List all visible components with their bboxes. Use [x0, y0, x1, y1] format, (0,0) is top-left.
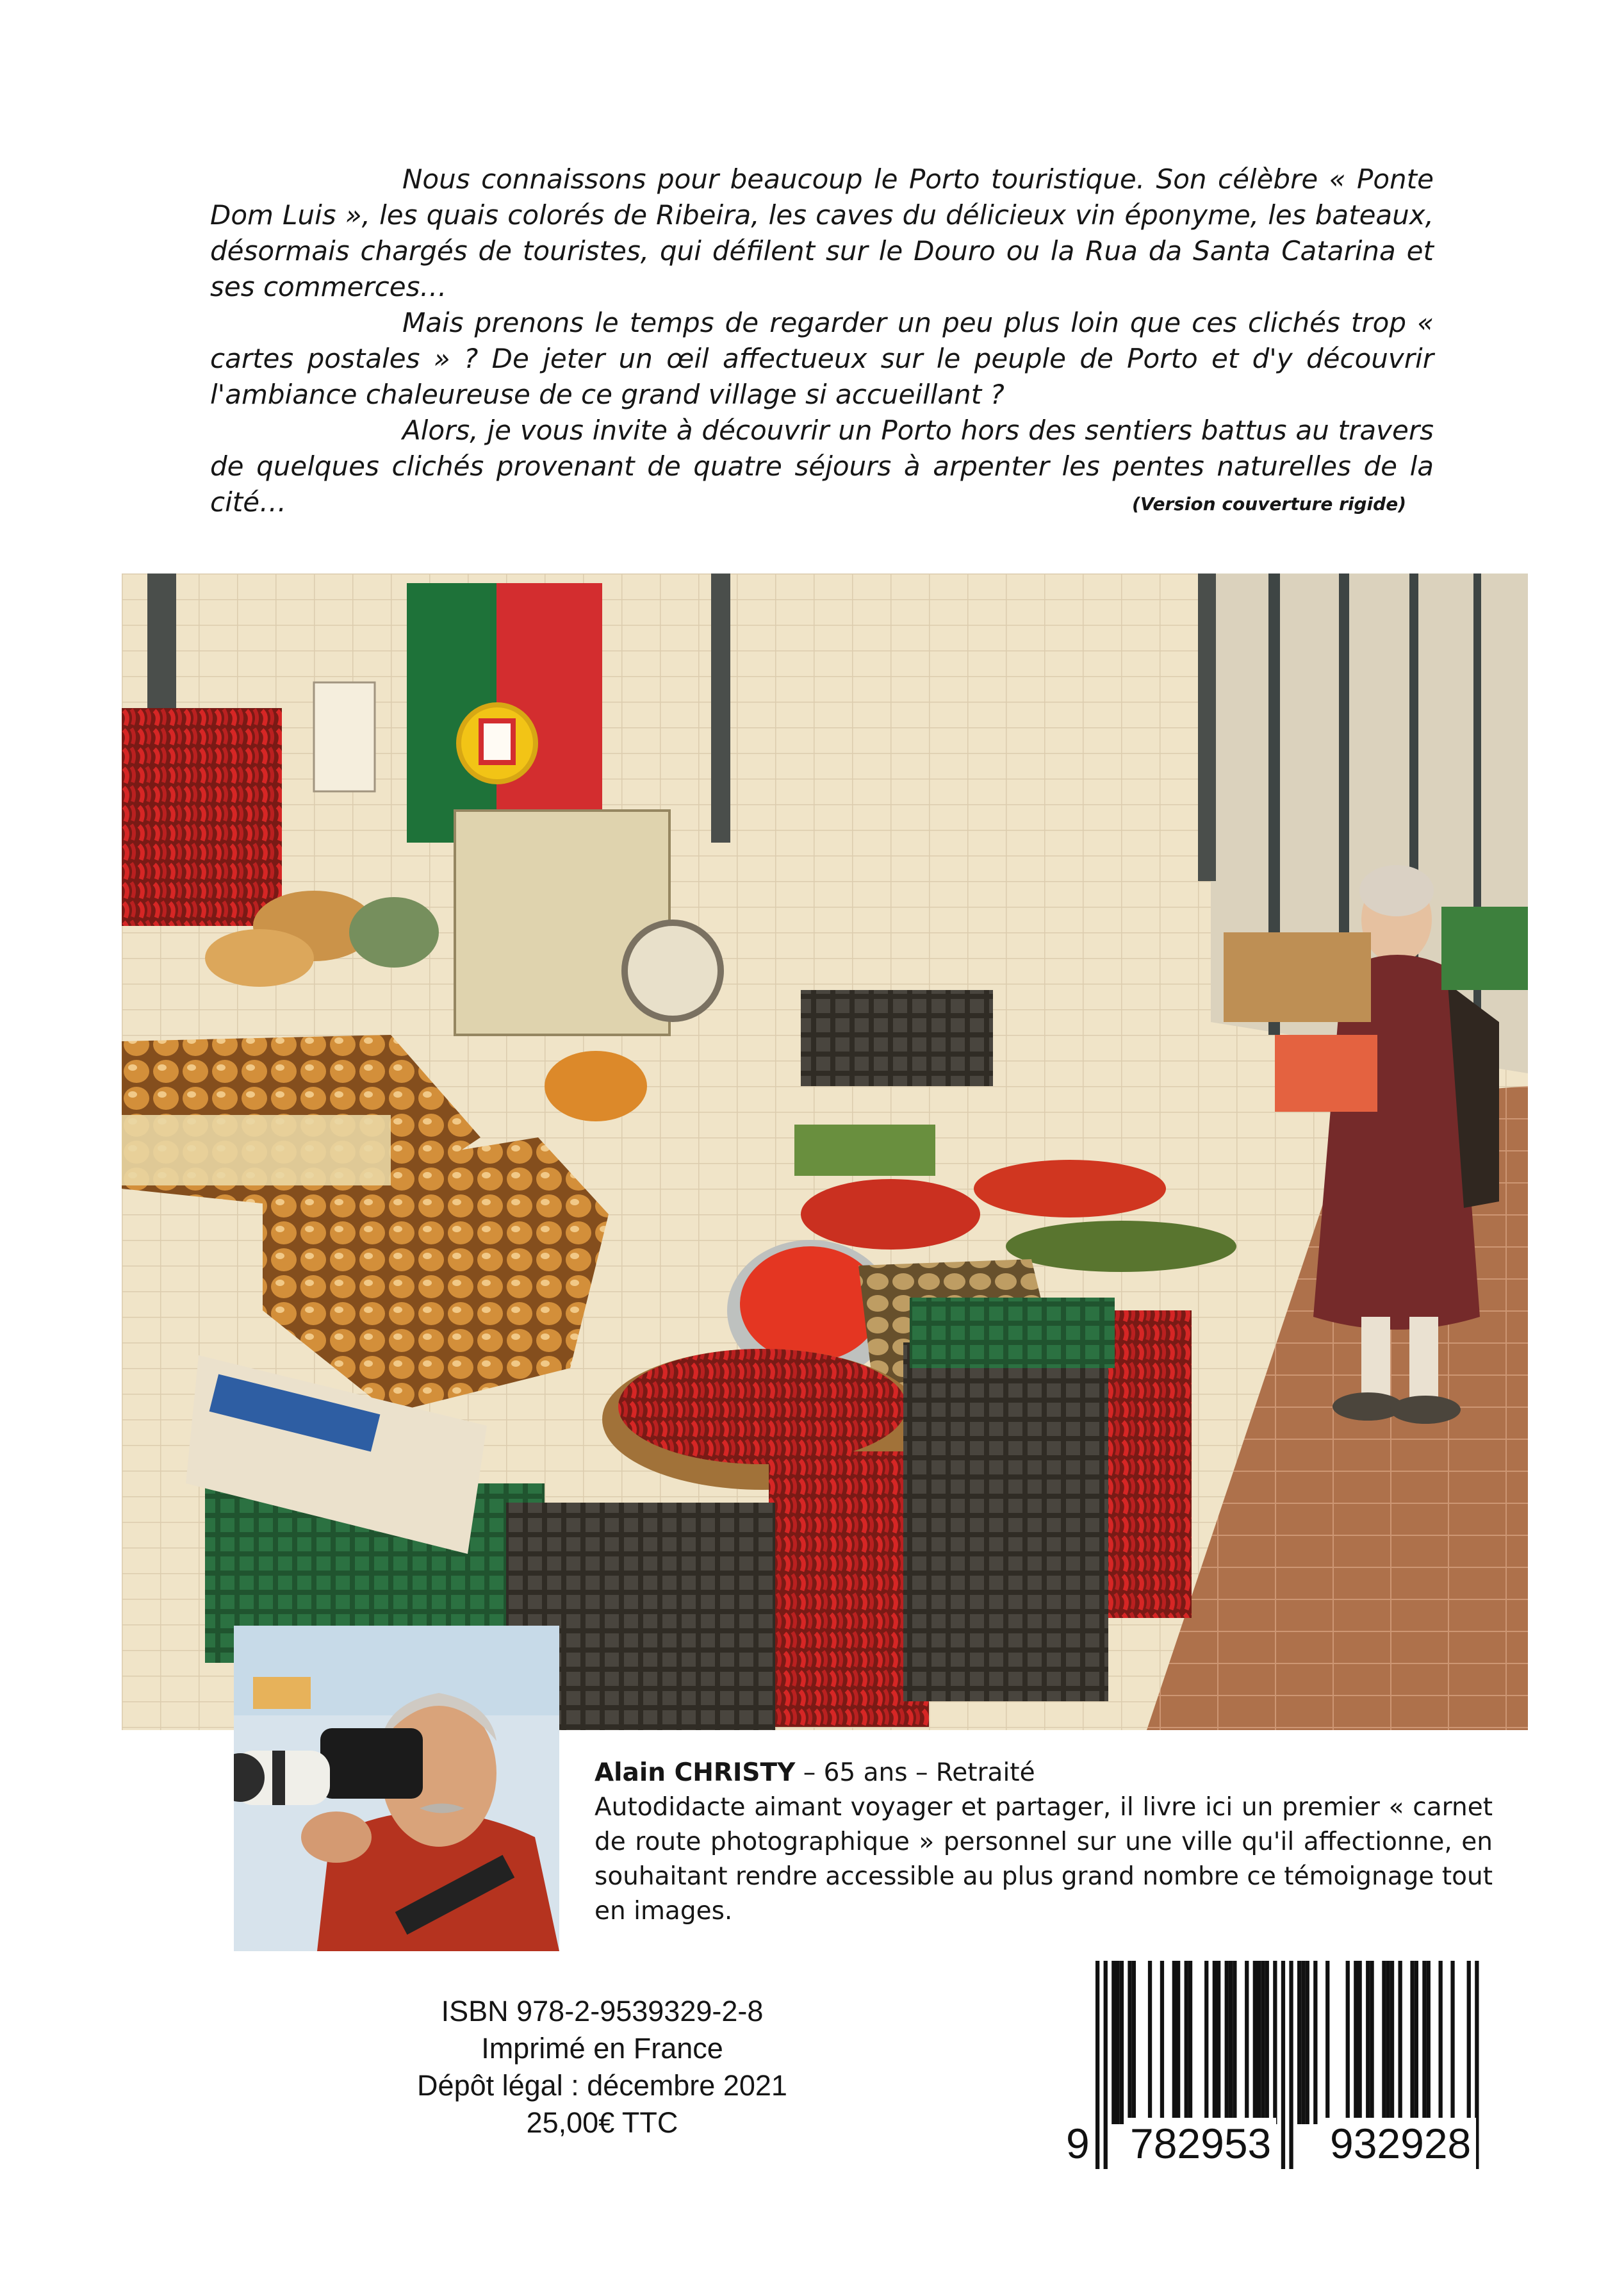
barcode-bar — [1358, 1961, 1362, 2124]
barcode-bar — [1427, 1961, 1431, 2124]
back-cover-blurb — [210, 161, 1434, 520]
barcode-bar — [1450, 1961, 1454, 2124]
barcode-bar — [1233, 1961, 1236, 2124]
barcode-bar — [1257, 1961, 1261, 2124]
barcode-bar — [1188, 1961, 1192, 2124]
blurb-paragraph-3: Alors, je vous invite à découvrir un Porto hors des sentiers battus au travers de quelques clichés provenant de quatre séjours à arpenter les pentes naturelles de la cité… — [210, 415, 1434, 518]
barcode-bar — [1111, 1961, 1115, 2124]
market-stall-photo — [122, 574, 1528, 1730]
barcode-bar — [1382, 1961, 1386, 2124]
barcode-bar — [1225, 1961, 1229, 2124]
author-heading — [595, 1756, 1493, 1790]
author-bio-text: Autodidacte aimant voyager et partager, il livre ici un premier « carnet de route photographique » personnel sur une ville qu'il affectionne, en souhaitant rendre accessible au plus grand nombre ce témoignage tout en images. — [595, 1793, 1493, 1926]
barcode-bar — [1301, 1961, 1305, 2124]
barcode-bar — [1116, 1961, 1120, 2124]
barcode-bar — [1160, 1961, 1164, 2124]
barcode-bar — [1422, 1961, 1426, 2124]
barcode-bar — [1213, 1961, 1217, 2124]
author-bio — [595, 1756, 1493, 1929]
barcode-right-group: 932928 — [1325, 2118, 1476, 2169]
barcode-bar — [1245, 1961, 1249, 2124]
price: 25,00€ TTC — [526, 2106, 678, 2139]
barcode-bar — [1229, 1961, 1233, 2124]
author-details: – 65 ans – Retraité — [795, 1758, 1035, 1787]
printed-in: Imprimé en France — [481, 2032, 723, 2065]
imprint-block — [333, 1993, 871, 2141]
barcode-bar — [1306, 1961, 1309, 2124]
barcode-bar — [1410, 1961, 1414, 2124]
barcode-bar — [1297, 1961, 1301, 2124]
barcode-bar — [1204, 1961, 1208, 2124]
barcode-bar — [1386, 1961, 1390, 2124]
author-photographer-illustration — [234, 1626, 559, 1951]
version-note: (Version couverture rigide) — [1132, 493, 1406, 515]
barcode-bar — [1265, 1961, 1269, 2124]
barcode-bar — [1325, 1961, 1329, 2124]
barcode-bar — [1439, 1961, 1443, 2124]
barcode-left-group: 782953 — [1125, 2118, 1276, 2169]
barcode-bar — [1398, 1961, 1402, 2124]
barcode-bar — [1273, 1961, 1277, 2124]
barcode-bar — [1172, 1961, 1176, 2124]
market-stall-illustration — [122, 574, 1528, 1730]
barcode-bar — [1346, 1961, 1350, 2124]
barcode-bar — [1366, 1961, 1370, 2124]
barcode-bar — [1390, 1961, 1394, 2124]
barcode-bar — [1176, 1961, 1180, 2124]
barcode-bar — [1415, 1961, 1418, 2124]
author-photo — [234, 1626, 559, 1951]
legal-deposit: Dépôt légal : décembre 2021 — [417, 2069, 787, 2102]
isbn: ISBN 978-2-9539329-2-8 — [441, 1995, 764, 2027]
barcode-bar — [1120, 1961, 1124, 2124]
barcode-bar — [1217, 1961, 1220, 2124]
barcode-bar — [1128, 1961, 1131, 2124]
blurb-paragraph-2: Mais prenons le temps de regarder un peu plus loin que ces clichés trop « cartes postales » ? De jeter un œil affectueux sur le peuple de Porto et d'y découvrir l'ambiance chaleureuse de ce grand village si accueillant ? — [210, 307, 1434, 410]
author-name: Alain CHRISTY — [595, 1758, 796, 1787]
barcode-bar — [1148, 1961, 1152, 2124]
barcode-bar — [1132, 1961, 1136, 2124]
barcode-bar — [1370, 1961, 1374, 2124]
barcode-digits — [1063, 2118, 1512, 2175]
barcode-bar — [1313, 1961, 1317, 2124]
barcode-first-digit: 9 — [1063, 2118, 1092, 2169]
barcode-bar — [1261, 1961, 1265, 2124]
blurb-paragraph-1: Nous connaissons pour beaucoup le Porto touristique. Son célèbre « Ponte Dom Luis », les quais colorés de Ribeira, les caves du délicieux vin éponyme, les bateaux, désormais chargés de touristes, qui défilent sur le Douro ou la Rua da Santa Catarina et ses commerces… — [210, 163, 1434, 302]
barcode-bar — [1185, 1961, 1188, 2124]
barcode-bar — [1354, 1961, 1357, 2124]
barcode-bar — [1253, 1961, 1257, 2124]
